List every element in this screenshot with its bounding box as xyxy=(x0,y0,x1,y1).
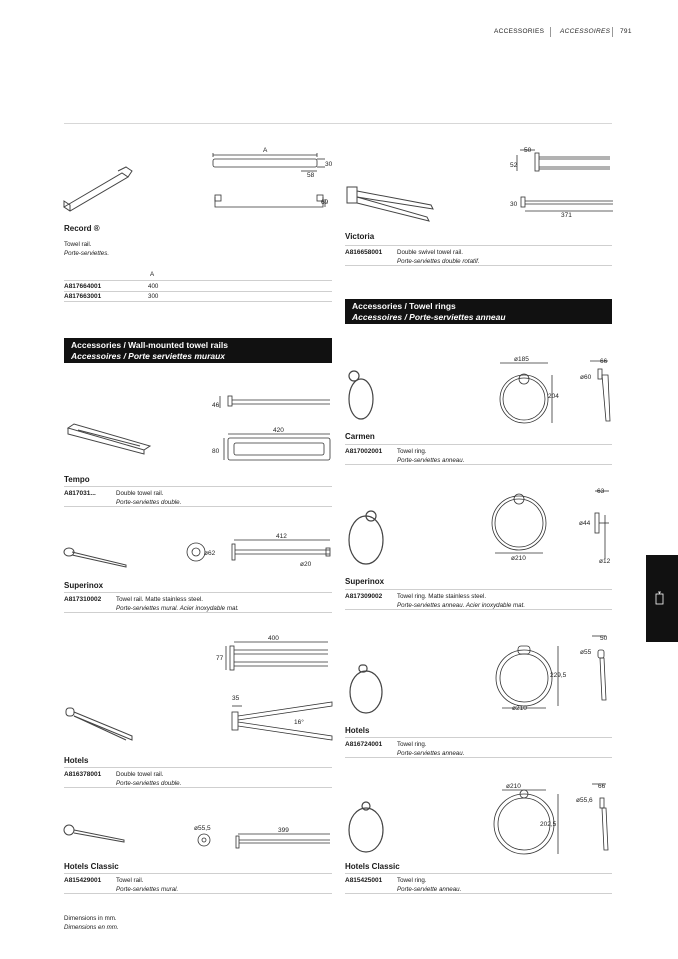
tempo-desc-fr: Porte-serviettes double. xyxy=(116,499,182,506)
record-description xyxy=(64,240,109,258)
record-desc-fr: Porte-serviettes. xyxy=(64,250,110,257)
superinox-ring-dim-210: ø210 xyxy=(511,555,526,562)
hotels-classic-ring-product-illustration xyxy=(345,800,390,855)
victoria-code: A816658001 xyxy=(345,249,383,256)
hotels-classic-rail-dim-55: ø55,5 xyxy=(194,825,211,832)
hotels-classic-ring-desc-en: Towel ring. xyxy=(397,877,427,884)
carmen-description xyxy=(397,447,464,465)
page-number: 791 xyxy=(620,28,632,35)
hotels-ring-desc-en: Towel ring. xyxy=(397,741,427,748)
row-divider xyxy=(345,737,612,738)
superinox-rail-technical-drawing xyxy=(180,530,335,575)
header-divider xyxy=(612,27,613,37)
hotels-ring-technical-drawing xyxy=(488,632,615,714)
hotels-ring-dim-210: ø210 xyxy=(512,705,527,712)
carmen-technical-drawing xyxy=(490,355,615,430)
footer-note xyxy=(64,914,119,932)
victoria-desc-en: Double swivel towel rail. xyxy=(397,249,464,256)
section-title-fr: Accessoires / Porte-serviettes anneau xyxy=(352,312,506,322)
carmen-desc-en: Towel ring. xyxy=(397,448,427,455)
carmen-name: Carmen xyxy=(345,432,375,441)
victoria-product-illustration xyxy=(345,183,440,228)
hotels-classic-ring-code: A815425001 xyxy=(345,877,383,884)
hotels-rail-product-illustration xyxy=(62,700,142,745)
record-technical-drawing xyxy=(205,145,340,220)
header-divider xyxy=(550,27,551,37)
carmen-dim-66: 66 xyxy=(600,358,608,365)
victoria-description xyxy=(397,248,480,266)
footer-note-fr: Dimensions en mm. xyxy=(64,924,119,931)
superinox-rail-dim-62: ø62 xyxy=(204,550,216,557)
hotels-rail-desc-en: Double towel rail. xyxy=(116,771,164,778)
superinox-rail-dim-20: ø20 xyxy=(300,561,312,568)
row-divider xyxy=(345,464,612,465)
row-divider xyxy=(345,589,612,590)
superinox-ring-desc-en: Towel ring. Matte stainless steel. xyxy=(397,593,487,600)
superinox-ring-dim-44: ø44 xyxy=(579,520,591,527)
section-band-towel-rings xyxy=(345,299,612,324)
row-divider xyxy=(345,873,612,874)
hotels-classic-ring-dim-210: ø210 xyxy=(506,783,521,790)
superinox-ring-dim-12: ø12 xyxy=(599,558,611,565)
section-title-en: Accessories / Towel rings xyxy=(352,301,456,311)
carmen-dim-185: ø185 xyxy=(514,356,529,363)
superinox-rail-name: Superinox xyxy=(64,581,104,590)
record-row-code: A817664001 xyxy=(64,283,102,290)
victoria-desc-fr: Porte-serviettes double rotatif. xyxy=(397,258,480,265)
section-side-tab xyxy=(646,555,678,642)
superinox-rail-dim-412: 412 xyxy=(276,533,287,540)
victoria-dim-52: 52 xyxy=(510,162,518,169)
header-section-en: ACCESSORIES xyxy=(494,28,545,35)
hotels-ring-product-illustration xyxy=(345,662,390,717)
hotels-classic-rail-code: A815429001 xyxy=(64,877,102,884)
hotels-ring-dim-50: 50 xyxy=(600,635,608,642)
record-name: Record ® xyxy=(64,224,100,233)
tempo-dim-420: 420 xyxy=(273,427,284,434)
tempo-name: Tempo xyxy=(64,475,90,484)
record-product-illustration xyxy=(60,165,140,215)
victoria-dim-50: 50 xyxy=(524,147,532,154)
hotels-classic-ring-description xyxy=(397,876,461,894)
hotels-rail-technical-drawing xyxy=(210,630,335,745)
row-divider xyxy=(64,592,332,593)
superinox-rail-code: A817310002 xyxy=(64,596,102,603)
row-divider xyxy=(64,767,332,768)
hotels-ring-dim-55: ø55 xyxy=(580,649,592,656)
tempo-description xyxy=(116,489,181,507)
hotels-classic-rail-technical-drawing xyxy=(190,818,335,853)
hotels-classic-ring-desc-fr: Porte-serviette anneau. xyxy=(397,886,462,893)
superinox-ring-name: Superinox xyxy=(345,577,385,586)
hotels-rail-description xyxy=(116,770,181,788)
superinox-rail-desc-fr: Porte-serviettes mural. Acier inoxydable mat. xyxy=(116,605,239,612)
section-band-wall-rails xyxy=(64,338,332,363)
tempo-dim-80: 80 xyxy=(212,448,220,455)
superinox-rail-description xyxy=(116,595,239,613)
carmen-dim-60: ø60 xyxy=(580,374,592,381)
record-dim-30: 30 xyxy=(325,161,333,168)
hotels-rail-dim-77: 77 xyxy=(216,655,224,662)
hotels-classic-ring-dim-55: ø55,6 xyxy=(576,797,593,804)
hotels-rail-desc-fr: Porte-serviettes double. xyxy=(116,780,182,787)
record-dim-69: 69 xyxy=(321,199,329,206)
superinox-ring-description xyxy=(397,592,525,610)
hotels-ring-dim-229: 229,5 xyxy=(550,672,567,679)
victoria-dim-371: 371 xyxy=(561,212,572,219)
hotels-classic-rail-description xyxy=(116,876,178,894)
superinox-rail-desc-en: Towel rail. Matte stainless steel. xyxy=(116,596,204,603)
hotels-classic-ring-technical-drawing xyxy=(480,778,615,860)
tempo-dim-46: 46 xyxy=(212,402,220,409)
row-divider xyxy=(64,280,332,281)
section-title-fr: Accessoires / Porte serviettes muraux xyxy=(71,351,226,361)
hotels-ring-name: Hotels xyxy=(345,726,370,735)
carmen-product-illustration xyxy=(345,365,385,423)
carmen-dim-204: 204 xyxy=(548,393,559,400)
superinox-ring-technical-drawing xyxy=(485,485,615,565)
bath-accessory-icon xyxy=(655,591,665,605)
hotels-classic-rail-name: Hotels Classic xyxy=(64,862,119,871)
superinox-rail-product-illustration xyxy=(62,545,132,570)
hotels-classic-ring-dim-202: 202,5 xyxy=(540,821,557,828)
record-row-value: 300 xyxy=(148,293,159,300)
record-dim-58: 58 xyxy=(307,172,315,179)
carmen-code: A817002001 xyxy=(345,448,383,455)
record-col-header: A xyxy=(150,271,155,278)
row-divider xyxy=(345,245,612,246)
row-divider xyxy=(64,787,332,788)
superinox-ring-desc-fr: Porte-serviettes anneau. Acier inoxydable mat. xyxy=(397,602,526,609)
hotels-rail-code: A816378001 xyxy=(64,771,102,778)
hotels-rail-dim-35: 35 xyxy=(232,695,240,702)
hotels-classic-ring-dim-66: 66 xyxy=(598,783,606,790)
top-rule xyxy=(64,123,612,124)
superinox-ring-code: A817309002 xyxy=(345,593,383,600)
record-row-value: 400 xyxy=(148,283,159,290)
row-divider xyxy=(64,873,332,874)
record-row-code: A817663001 xyxy=(64,293,102,300)
hotels-ring-desc-fr: Porte-serviettes anneau. xyxy=(397,750,465,757)
superinox-ring-product-illustration xyxy=(345,508,390,568)
hotels-rail-dim-400: 400 xyxy=(268,635,279,642)
row-divider xyxy=(345,444,612,445)
hotels-classic-rail-product-illustration xyxy=(62,822,132,847)
record-desc-en: Towel rail. xyxy=(64,241,92,248)
hotels-rail-name: Hotels xyxy=(64,756,89,765)
section-title-en: Accessories / Wall-mounted towel rails xyxy=(71,340,228,350)
tempo-desc-en: Double towel rail. xyxy=(116,490,164,497)
hotels-ring-description xyxy=(397,740,464,758)
row-divider xyxy=(64,291,332,292)
carmen-desc-fr: Porte-serviettes anneau. xyxy=(397,457,465,464)
record-dim-a: A xyxy=(263,147,268,154)
victoria-name: Victoria xyxy=(345,232,375,241)
footer-note-en: Dimensions in mm. xyxy=(64,915,117,922)
hotels-classic-rail-desc-en: Towel rail. xyxy=(116,877,144,884)
header-section-fr: ACCESSOIRES xyxy=(560,28,611,35)
row-divider xyxy=(345,265,612,266)
row-divider xyxy=(345,609,612,610)
hotels-rail-dim-16: 16° xyxy=(294,719,304,726)
tempo-technical-drawing xyxy=(210,390,335,465)
victoria-dim-30: 30 xyxy=(510,201,518,208)
row-divider xyxy=(64,301,332,302)
row-divider xyxy=(345,893,612,894)
victoria-technical-drawing xyxy=(505,145,617,220)
row-divider xyxy=(64,486,332,487)
hotels-classic-rail-dim-399: 399 xyxy=(278,827,289,834)
row-divider xyxy=(64,506,332,507)
hotels-classic-ring-name: Hotels Classic xyxy=(345,862,400,871)
row-divider xyxy=(345,757,612,758)
row-divider xyxy=(64,893,332,894)
tempo-product-illustration xyxy=(64,420,154,455)
superinox-ring-dim-63: 63 xyxy=(597,488,605,495)
tempo-code: A817031... xyxy=(64,490,96,497)
row-divider xyxy=(64,612,332,613)
hotels-classic-rail-desc-fr: Porte-serviettes mural. xyxy=(116,886,179,893)
hotels-ring-code: A816724001 xyxy=(345,741,383,748)
